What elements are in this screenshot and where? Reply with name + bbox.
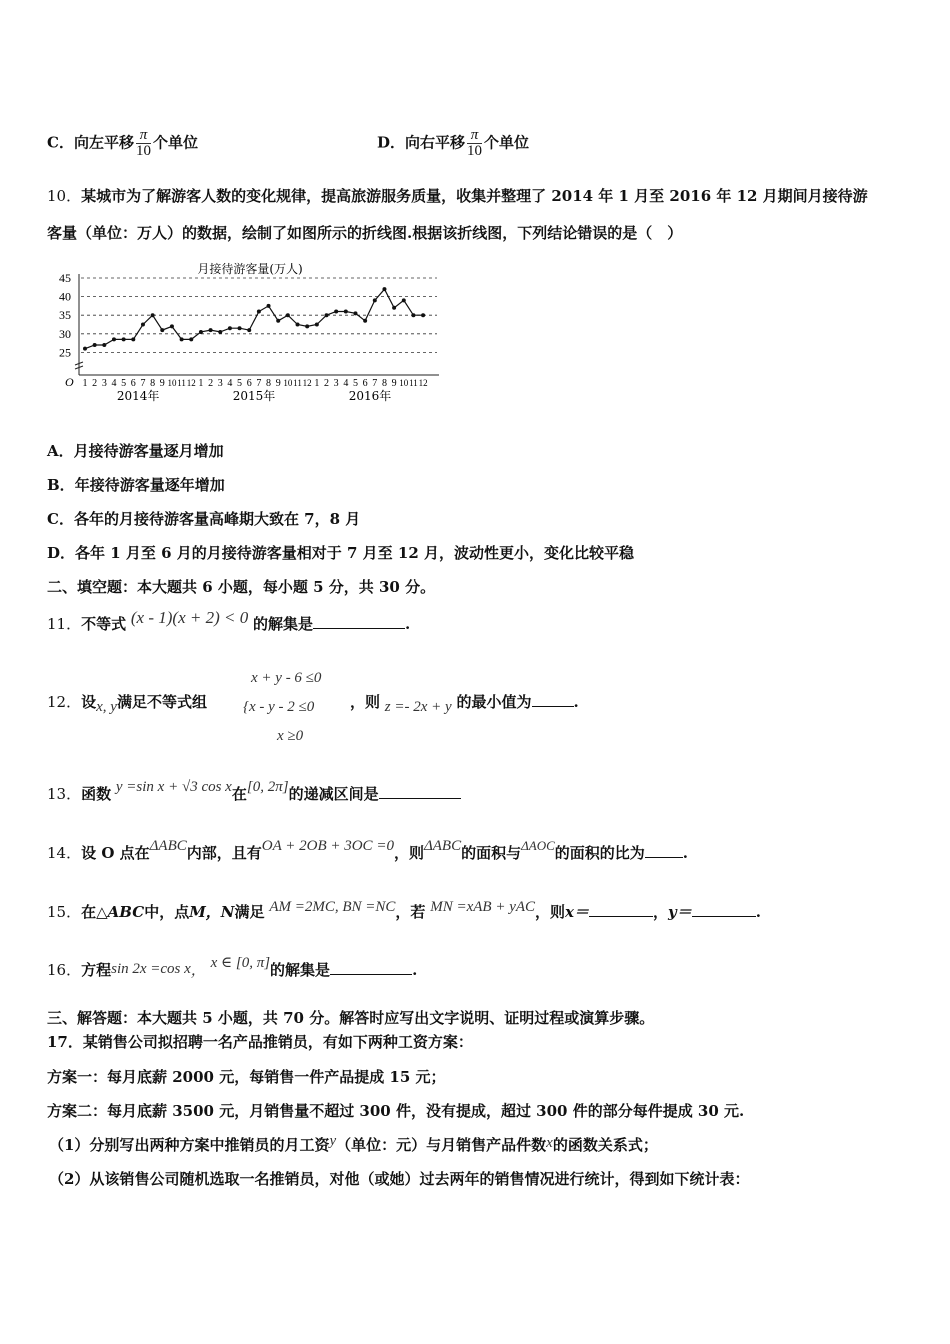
question-text: 的最小值为	[456, 693, 532, 711]
option-b-q10	[47, 475, 225, 495]
x-tick-label: 11	[409, 378, 418, 388]
q16	[47, 955, 418, 981]
data-point	[218, 330, 222, 334]
x-tick-label: 9	[275, 378, 281, 389]
interval-math: [0, 2π]	[246, 779, 289, 795]
section-heading-solutions: 三、解答题：本大题共 5 小题，共 70 分。解答时应写出文字说明、证明过程或演算步骤。	[47, 1009, 655, 1027]
option-a-q10	[47, 441, 224, 461]
question-text: 满足	[234, 903, 265, 921]
y-tick-label: 35	[59, 308, 71, 323]
question-text: 在	[231, 785, 247, 803]
data-point	[180, 337, 184, 341]
question-text: 不等式	[81, 615, 127, 633]
x-tick-label: 12	[186, 378, 196, 388]
x-tick-label: 9	[159, 378, 165, 389]
q17-part1	[49, 1135, 658, 1156]
year-label: 2016年	[348, 389, 392, 403]
option-letter: D．	[377, 133, 406, 152]
x-tick-label: 10	[399, 378, 409, 388]
frac-den: 10	[135, 143, 151, 159]
data-point	[334, 309, 338, 313]
var-y: y	[329, 1133, 337, 1149]
option-text: 月接待游客量逐月增加	[73, 442, 224, 460]
data-point	[122, 337, 126, 341]
question-number: 16．	[47, 961, 82, 979]
x-tick-label: 10	[283, 378, 293, 388]
series-line	[85, 289, 423, 349]
option-c-q10	[47, 509, 360, 529]
option-text: 年接待游客量逐年增加	[74, 476, 225, 494]
data-point	[151, 313, 155, 317]
q13	[47, 779, 461, 805]
data-point	[382, 287, 386, 291]
data-point	[392, 306, 396, 310]
x-tick-label: 10	[167, 378, 177, 388]
points-label: M，N	[189, 903, 235, 921]
data-point	[411, 313, 415, 317]
x-tick-label: 9	[391, 378, 397, 389]
q17-plan2: 方案二：每月底薪 3500 元，月销售量不超过 300 件，没有提成，超过 300 件的部分每件提成 30 元.	[47, 1102, 745, 1120]
x-tick-label: 5	[121, 378, 127, 389]
question-text: 中，点	[144, 903, 190, 921]
option-d-q9	[377, 128, 529, 159]
y-label: y＝	[668, 903, 692, 921]
question-number: 13．	[47, 785, 82, 803]
option-text: 个单位	[152, 133, 198, 152]
var-x: x	[546, 1135, 553, 1151]
question-text: 函数	[81, 785, 112, 803]
option-c-q9	[47, 128, 198, 159]
vector-equation: OA + 2OB + 3OC =0	[261, 838, 394, 854]
data-point	[131, 337, 135, 341]
condition-math: AM =2MC, BN =NC	[269, 899, 396, 915]
data-point	[421, 313, 425, 317]
data-point	[93, 343, 97, 347]
triangle-math: ΔABC	[423, 838, 462, 854]
q15	[47, 899, 761, 923]
fraction	[136, 128, 151, 159]
question-text: 设 O 点在	[81, 844, 150, 862]
data-point	[170, 324, 174, 328]
data-point	[276, 319, 280, 323]
data-point	[83, 347, 87, 351]
x-tick-label: 8	[381, 378, 387, 389]
option-text: 个单位	[484, 133, 530, 152]
vector-expression: MN =xAB + yAC	[430, 899, 536, 915]
data-point	[344, 309, 348, 313]
question-text: ，若	[395, 903, 426, 921]
question-text: 在△	[81, 903, 108, 921]
x-tick-label: 8	[266, 378, 272, 389]
answer-blank	[379, 784, 461, 799]
fraction	[467, 128, 482, 159]
triangle-math: ΔAOC	[521, 838, 555, 853]
period: .	[412, 961, 418, 979]
option-text: 向左平移	[73, 133, 134, 152]
data-point	[112, 337, 116, 341]
x-tick-label: 2	[92, 378, 98, 389]
q10-line2: 客量（单位：万人）的数据，绘制了如图所示的折线图.根据该折线图，下列结论错误的是（ ）	[47, 224, 683, 242]
x-tick-label: 7	[372, 378, 378, 389]
separator: ，	[653, 903, 669, 921]
option-letter: C．	[47, 510, 74, 528]
y-tick-label: 40	[59, 289, 71, 304]
option-letter: C．	[47, 133, 74, 152]
option-letter: A．	[47, 442, 74, 460]
chart-title: 月接待游客量(万人)	[197, 262, 303, 276]
question-text: 内部，且有	[186, 844, 262, 862]
x-tick-label: 4	[343, 378, 349, 389]
question-text: 的解集是	[253, 615, 314, 633]
x-tick-label: 7	[256, 378, 262, 389]
q17-plan1: 方案一：每月底薪 2000 元，每销售一件产品提成 15 元；	[47, 1068, 446, 1086]
data-point	[160, 328, 164, 332]
x-tick-label: 5	[352, 378, 358, 389]
ineq-1: x + y - 6 ≤0	[251, 670, 322, 686]
y-tick-label: 30	[59, 326, 71, 341]
x-tick-label: 4	[111, 378, 117, 389]
data-point	[353, 311, 357, 315]
inequality-math: (x - 1)(x + 2) < 0	[130, 608, 249, 627]
question-text: 的面积的比为	[554, 844, 645, 862]
question-number: 14．	[47, 844, 82, 862]
answer-blank	[645, 843, 683, 858]
data-point	[363, 319, 367, 323]
x-tick-label: 12	[302, 378, 312, 388]
question-text: 的递减区间是	[288, 785, 379, 803]
question-text: 的面积与	[461, 844, 522, 862]
question-text: 的解集是	[270, 961, 331, 979]
option-text: 向右平移	[405, 133, 466, 152]
period: .	[755, 903, 761, 921]
x-tick-label: 11	[177, 378, 186, 388]
question-text: 的函数关系式；	[552, 1136, 658, 1154]
data-point	[257, 309, 261, 313]
data-point	[402, 298, 406, 302]
data-point	[199, 330, 203, 334]
question-text: ，则	[393, 844, 424, 862]
x-tick-label: 6	[246, 378, 252, 389]
option-text: 各年 1 月至 6 月的月接待游客量相对于 7 月至 12 月，波动性更小，变化比较平稳	[75, 544, 634, 562]
x-tick-label: 6	[362, 378, 368, 389]
q17-intro: 17．某销售公司拟招聘一名产品推销员，有如下两种工资方案：	[47, 1033, 473, 1051]
x-tick-label: 2	[324, 378, 329, 389]
year-label: 2014年	[116, 389, 160, 403]
period: .	[405, 615, 411, 633]
x-tick-label: 5	[237, 378, 243, 389]
frac-num: π	[467, 128, 482, 144]
option-text: 各年的月接待游客量高峰期大致在 7，8 月	[73, 510, 361, 528]
data-point	[189, 337, 193, 341]
origin-label: O	[65, 375, 74, 389]
year-label: 2015年	[232, 389, 276, 403]
data-point	[267, 304, 271, 308]
question-number: 12．	[47, 693, 82, 711]
x-tick-label: 6	[130, 378, 136, 389]
section-heading-fill-in: 二、填空题：本大题共 6 小题，每小题 5 分，共 30 分。	[47, 578, 436, 596]
ineq-2: {x - y - 2 ≤0	[243, 699, 315, 715]
data-point	[325, 313, 329, 317]
x-tick-label: 8	[150, 378, 156, 389]
question-text: （1）分别写出两种方案中推销员的月工资	[49, 1136, 330, 1154]
frac-num: π	[136, 128, 151, 144]
x-tick-label: 2	[208, 378, 214, 389]
x-tick-label: 3	[101, 378, 107, 389]
data-point	[286, 313, 290, 317]
question-text: 某城市为了解游客人数的变化规律，提高旅游服务质量，收集并整理了 2014 年 1 月至 2016 年 12 月期间月接待游	[81, 187, 868, 205]
data-point	[102, 343, 106, 347]
x-tick-label: 3	[217, 378, 223, 389]
period: .	[682, 844, 689, 862]
q11	[47, 608, 411, 634]
function-math: y =sin x + √3 cos x	[115, 779, 232, 795]
question-number: 15．	[47, 903, 82, 921]
data-point	[141, 323, 145, 327]
triangle-math: ΔABC	[149, 838, 187, 854]
line-chart	[55, 258, 445, 410]
data-point	[209, 328, 213, 332]
data-point	[305, 324, 309, 328]
domain-math: x ∈ [0, π]	[210, 955, 271, 971]
question-text: ，则	[350, 693, 381, 711]
x-tick-label: 12	[418, 378, 428, 388]
x-tick-label: 11	[293, 378, 302, 388]
answer-blank-y	[692, 902, 756, 917]
x-tick-label: 1	[82, 378, 88, 389]
q17-part2: （2）从该销售公司随机选取一名推销员，对他（或她）过去两年的销售情况进行统计，得到如下统计表：	[49, 1170, 750, 1188]
answer-blank-x	[589, 902, 653, 917]
x-tick-label: 1	[198, 378, 204, 389]
answer-blank	[313, 614, 405, 629]
data-point	[247, 328, 251, 332]
q14	[47, 838, 689, 864]
data-point	[296, 323, 300, 327]
question-text: （单位：元）与月销售产品件数	[336, 1136, 547, 1154]
x-tick-label: 1	[314, 378, 320, 389]
answer-blank	[330, 960, 412, 975]
triangle-label: ABC	[107, 903, 145, 921]
x-label: x＝	[565, 903, 589, 921]
q12	[47, 692, 207, 713]
vars-math: x, y	[96, 699, 117, 715]
question-text: 方程	[81, 961, 112, 979]
q12-tail	[350, 692, 579, 713]
option-letter: B．	[47, 476, 75, 494]
x-tick-label: 4	[227, 378, 233, 389]
question-text: 满足不等式组	[116, 693, 207, 711]
data-point	[373, 298, 377, 302]
frac-den: 10	[467, 143, 483, 159]
data-point	[238, 326, 242, 330]
ineq-3: x ≥0	[277, 728, 304, 744]
option-d-q10	[47, 543, 634, 563]
period: .	[573, 693, 579, 711]
answer-blank	[532, 692, 574, 707]
option-letter: D．	[47, 544, 76, 562]
data-point	[228, 326, 232, 330]
data-point	[315, 323, 319, 327]
x-tick-label: 3	[333, 378, 339, 389]
question-number: 10．	[47, 187, 82, 205]
objective-math: z =- 2x + y	[384, 699, 452, 715]
q10-line1	[47, 186, 868, 206]
question-text: 设	[81, 693, 97, 711]
equation-math: sin 2x =cos x	[111, 961, 191, 977]
question-text: ，则	[535, 903, 566, 921]
question-number: 11．	[47, 615, 82, 633]
x-tick-label: 7	[140, 378, 146, 389]
y-tick-label: 45	[59, 271, 71, 285]
separator: ，	[190, 963, 206, 979]
y-tick-label: 25	[59, 345, 71, 360]
